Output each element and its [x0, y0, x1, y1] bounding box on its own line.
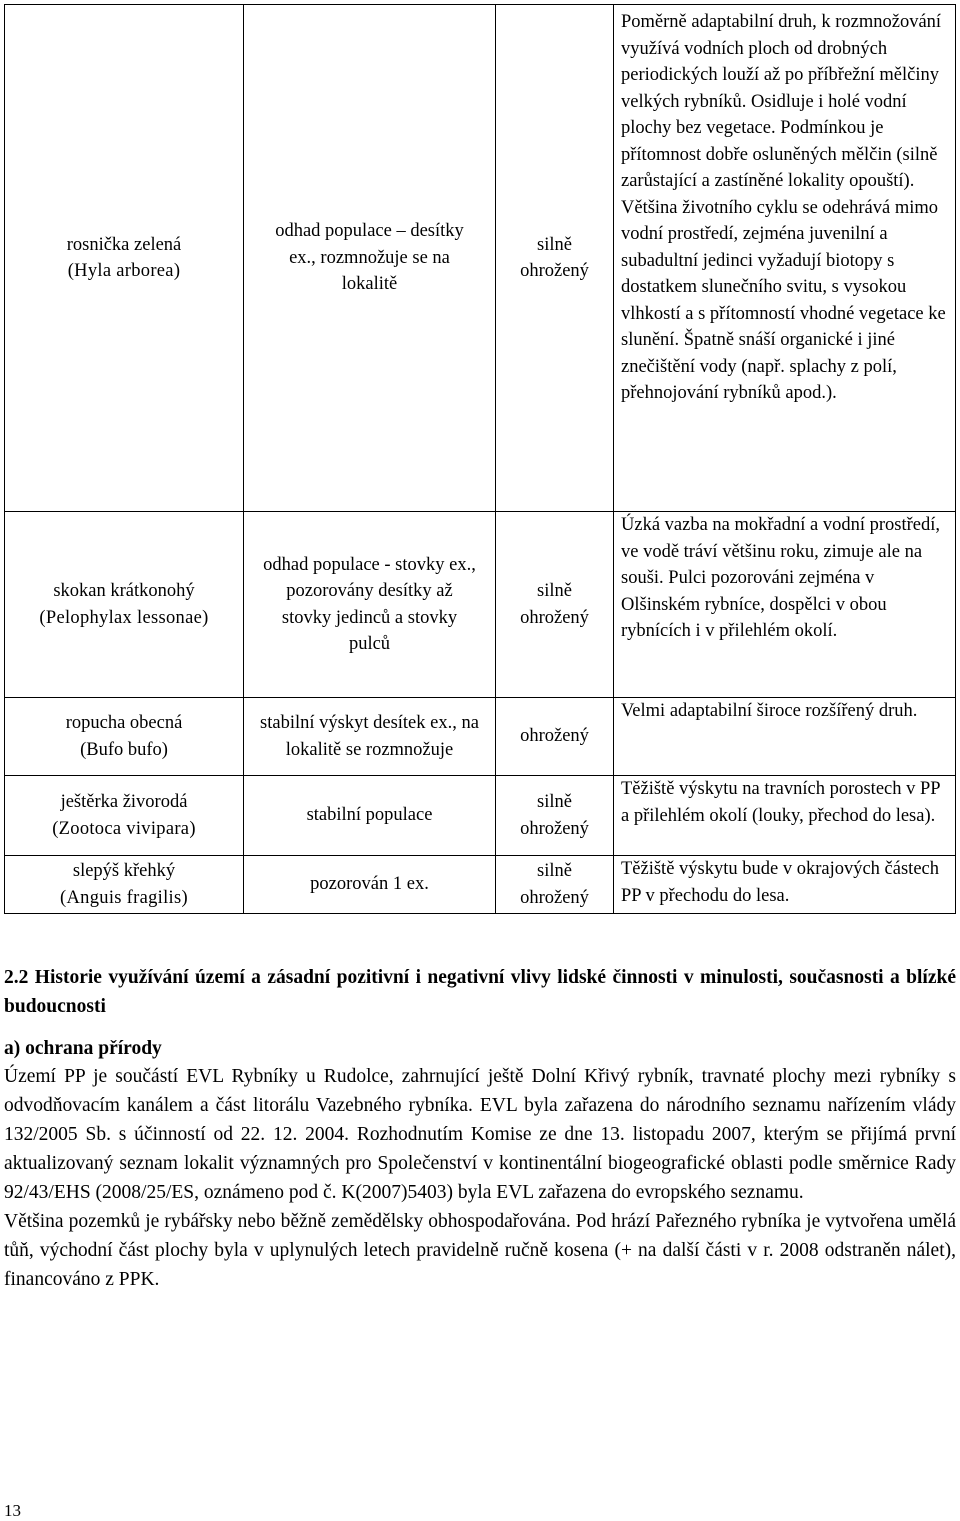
status-text: silně ohrožený	[520, 234, 589, 281]
species-latin: (Hyla arborea)	[67, 261, 181, 281]
status-cell	[496, 856, 614, 914]
species-name: slepýš křehký	[72, 861, 176, 881]
species-latin: (Anguis fragilis)	[60, 887, 188, 908]
species-name: ropucha obecná	[65, 713, 183, 733]
status-cell	[496, 512, 614, 698]
table-row	[5, 5, 956, 512]
table-row	[5, 512, 956, 698]
species-latin: (Pelophylax lessonae)	[39, 607, 209, 628]
population-cell	[244, 856, 496, 914]
species-name-cell	[5, 856, 244, 914]
description-cell	[614, 856, 956, 914]
population-text: stabilní výskyt desítek ex., na lokalitě se rozmnožuje	[260, 713, 479, 760]
status-text: silně ohrožený	[520, 581, 589, 628]
section-title: Historie využívání území a zásadní pozitivní i negativní vlivy lidské činnosti v minulosti, současnosti a blízké budoucnosti	[4, 967, 957, 1017]
population-cell	[244, 5, 496, 512]
population-text: stabilní populace	[306, 805, 433, 826]
page-number: 13	[4, 1501, 21, 1520]
species-table	[4, 4, 956, 914]
status-text: silně ohrožený	[520, 861, 589, 908]
species-name-cell	[5, 776, 244, 856]
population-text: odhad populace – desítky ex., rozmnožuje se na lokalitě	[275, 221, 464, 295]
description-text: Těžiště výskytu na travních porostech v PP a přilehlém okolí (louky, přechod do lesa).	[621, 779, 940, 826]
species-name-cell	[5, 5, 244, 512]
species-latin: (Zootoca vivipara)	[52, 818, 196, 839]
species-name-cell	[5, 512, 244, 698]
status-cell	[496, 698, 614, 776]
section-subheading: a) ochrana přírody	[4, 1038, 162, 1059]
species-name: skokan krátkonohý	[53, 581, 195, 601]
table-row	[5, 776, 956, 856]
description-text: Velmi adaptabilní široce rozšířený druh.	[621, 701, 918, 721]
description-text: Poměrně adaptabilní druh, k rozmnožování využívá vodních ploch od drobných periodických louží až po příbřežní mělčiny velkých rybníků. Osidluje i holé vodní plochy bez vegetace. Podmínkou je přítomnost dobře osluněných mělčin (silně zarůstající a zastíněné lokality opouští). Většina životního cyklu se odehrává mimo vodní prostředí, zejména juvenilní a subadultní jedinci vyžadují biotopy s dostatkem slunečního svitu, s vysokou vlhkostí a s přítomností vhodné vegetace ke slunění. Špatně snáší organické i jiné znečištění vody (např. splachy z polí, přehnojování rybníků apod.).	[621, 12, 946, 403]
species-name: ještěrka živorodá	[60, 792, 188, 812]
population-cell	[244, 512, 496, 698]
status-cell	[496, 5, 614, 512]
status-text: silně ohrožený	[520, 792, 589, 839]
description-cell	[614, 512, 956, 698]
population-cell	[244, 698, 496, 776]
status-cell	[496, 776, 614, 856]
description-text: Úzká vazba na mokřadní a vodní prostředí, ve vodě tráví většinu roku, zimuje ale na souši. Pulci pozorováni zejména v Olšinském rybníce, dospělci v obou rybnících i v přilehlém okolí.	[621, 515, 941, 641]
paragraph: Území PP je součástí EVL Rybníky u Rudolce, zahrnující ještě Dolní Křivý rybník, travnaté plochy mezi rybníky s odvodňovacím kanálem a část litorálu Vazebného rybníka. EVL byla zařazena do národního seznamu nařízením vlády 132/2005 Sb. s účinností od 22. 12. 2004. Rozhodnutím Komise ze dne 13. listopadu 2007, kterým se přijímá první aktualizovaný seznam lokalit významných pro Společenství v kontinentální biogeografické oblasti podle směrnice Rady 92/43/EHS (2008/25/ES, oznámeno pod č. K(2007)5403) byla EVL zařazena do evropského seznamu.	[4, 1066, 956, 1203]
population-cell	[244, 776, 496, 856]
paragraph: Většina pozemků je rybářsky nebo běžně zemědělsky obhospodařována. Pod hrází Pařezného rybníka je vytvořena umělá tůň, východní část plochy byla v uplynulých letech pravidelně ručně kosena (+ na další části v r. 2008 odstraněn nálet), financováno z PPK.	[4, 1211, 956, 1290]
table-row	[5, 698, 956, 776]
description-text: Těžiště výskytu bude v okrajových částech PP v přechodu do lesa.	[621, 859, 939, 906]
section-number: 2.2	[4, 967, 29, 988]
species-latin: (Bufo bufo)	[80, 739, 168, 760]
population-text: pozorován 1 ex.	[310, 874, 429, 895]
species-name-cell	[5, 698, 244, 776]
description-cell	[614, 776, 956, 856]
species-name: rosnička zelená	[66, 234, 182, 255]
description-cell	[614, 5, 956, 512]
section-body	[4, 1062, 956, 1294]
population-text: odhad populace - stovky ex., pozorovány desítky až stovky jedinců a stovky pulců	[263, 554, 476, 654]
table-row	[5, 856, 956, 914]
status-text: ohrožený	[520, 726, 589, 747]
description-cell	[614, 698, 956, 776]
section-heading	[4, 963, 956, 1021]
